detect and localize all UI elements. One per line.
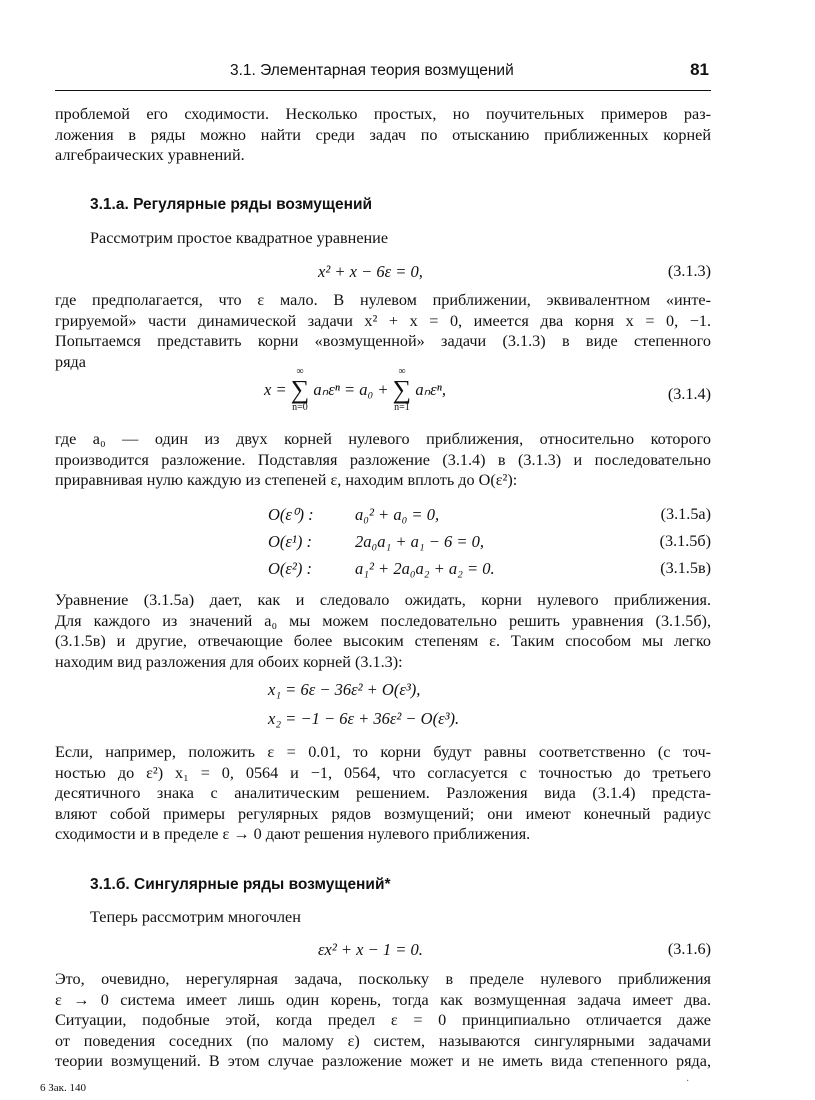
order-equation: a₁² + 2a₀a₂ + a₂ = 0.: [355, 559, 495, 578]
equation-number: (3.1.5в): [660, 559, 711, 577]
eq-lhs: x =: [264, 380, 287, 399]
order-label: O(ε⁰) :: [268, 505, 314, 524]
order-label: O(ε¹) :: [268, 532, 312, 551]
text-line: (3.1.5в) и другие, отвечающие более высоким степеням ε. Таким способом мы легко: [55, 632, 711, 650]
equation-3-1-4: [264, 366, 446, 414]
equation-3-1-3: x² + x − 6ε = 0,: [318, 262, 423, 281]
text-line: грируемой» части динамической задачи x² + x = 0, имеется два корня x = 0, −1.: [55, 311, 711, 330]
paragraph: [55, 969, 711, 1072]
text-line: Уравнение (3.1.5а) дает, как и следовало ожидать, корни нулевого приближения.: [55, 591, 711, 609]
running-header: [55, 60, 711, 91]
section-heading-singular: 3.1.б. Сингулярные ряды возмущений*: [90, 876, 391, 893]
page-number: 81: [690, 60, 709, 79]
equation-number: (3.1.4): [667, 385, 711, 403]
text-line: Попытаемся представить корни «возмущенной» задачи (3.1.3) в виде степенного: [55, 332, 711, 350]
lead-sentence: Теперь рассмотрим многочлен: [90, 908, 301, 926]
text-line: алгебраических уравнений.: [55, 146, 245, 164]
equation-3-1-6: εx² + x − 1 = 0.: [318, 940, 423, 959]
printer-signature: 6 Зак. 140: [40, 1082, 86, 1094]
sum-lower-limit: n=1: [394, 402, 410, 413]
text-line: производится разложение. Подставляя разложение (3.1.4) в (3.1.3) и последовательно: [55, 450, 711, 469]
sum-upper-limit: ∞: [296, 366, 304, 377]
eq-middle: aₙεⁿ = a₀ +: [313, 380, 389, 399]
equation-number: (3.1.6): [667, 940, 711, 958]
paragraph: [55, 290, 711, 372]
equation-number: (3.1.5а): [660, 505, 711, 523]
paragraph: [55, 590, 711, 672]
root-x1: x₁ = 6ε − 36ε² + O(ε³),: [268, 680, 421, 699]
text-line: от поведения соседних (по малому ε) систем, называются сингулярными задачами: [55, 1031, 711, 1050]
section-heading-regular: 3.1.а. Регулярные ряды возмущений: [90, 196, 373, 213]
text-line: ряда: [55, 352, 86, 371]
equation-number: (3.1.5б): [659, 532, 711, 550]
text-line: Ситуации, подобные этой, когда предел ε = 0 принципиально отличается даже: [55, 1011, 711, 1029]
sum-upper-limit: ∞: [398, 366, 406, 377]
text-line: Это, очевидно, нерегулярная задача, поскольку в пределе нулевого приближения: [55, 970, 711, 988]
summation-sign: [291, 366, 310, 414]
order-equation: a₀² + a₀ = 0,: [355, 505, 440, 524]
text-line: ностью до ε²) x₁ = 0, 0564 и −1, 0564, что согласуется с точностью до третьего: [55, 763, 711, 782]
header-section-title: 3.1. Элементарная теория возмущений: [230, 62, 514, 79]
page-speck: ·: [686, 1076, 690, 1087]
summation-sign: [393, 366, 412, 414]
text-line: десятичного знака с аналитическим решением. Разложения вида (3.1.4) предста-: [55, 784, 711, 802]
text-line: вляют собой примеры регулярных рядов возмущений; они имеют конечный радиус: [55, 804, 711, 823]
text-line: Для каждого из значений a₀ мы можем последовательно решить уравнения (3.1.5б),: [55, 611, 711, 630]
intro-paragraph: [55, 104, 711, 166]
sum-lower-limit: n=0: [292, 402, 308, 413]
paragraph: [55, 429, 711, 491]
equation-number: (3.1.3): [667, 262, 711, 280]
text-line: Если, например, положить ε = 0.01, то корни будут равны соответственно (с точ-: [55, 743, 711, 761]
text-line: приравнивая нулю каждую из степеней ε, находим вплоть до O(ε²):: [55, 471, 518, 489]
order-label: O(ε²) :: [268, 559, 312, 578]
text-line: ε → 0 система имеет лишь один корень, тогда как возмущенная задача имеет два.: [55, 990, 711, 1009]
eq-rhs: aₙεⁿ,: [415, 380, 446, 399]
lead-sentence: Рассмотрим простое квадратное уравнение: [90, 229, 389, 247]
text-line: ложения в ряды можно найти среди задач по отысканию приближенных корней: [55, 125, 711, 144]
order-equation: 2a₀a₁ + a₁ − 6 = 0,: [355, 532, 484, 551]
root-x2: x₂ = −1 − 6ε + 36ε² − O(ε³).: [268, 709, 460, 728]
text-line: где a₀ — один из двух корней нулевого приближения, относительно которого: [55, 430, 711, 448]
text-line: проблемой его сходимости. Несколько простых, но поучительных примеров раз-: [55, 105, 711, 123]
text-line: находим вид разложения для обоих корней (3.1.3):: [55, 652, 403, 671]
paragraph: [55, 742, 711, 845]
text-line: где предполагается, что ε мало. В нулевом приближении, эквивалентном «инте-: [55, 291, 711, 309]
text-line: теории возмущений. В этом случае разложение может и не иметь вида степенного ряда,: [55, 1052, 711, 1070]
sigma-icon: ∑: [290, 375, 310, 404]
sigma-icon: ∑: [392, 375, 412, 404]
text-line: сходимости и в пределе ε → 0 дают решения нулевого приближения.: [55, 825, 531, 843]
